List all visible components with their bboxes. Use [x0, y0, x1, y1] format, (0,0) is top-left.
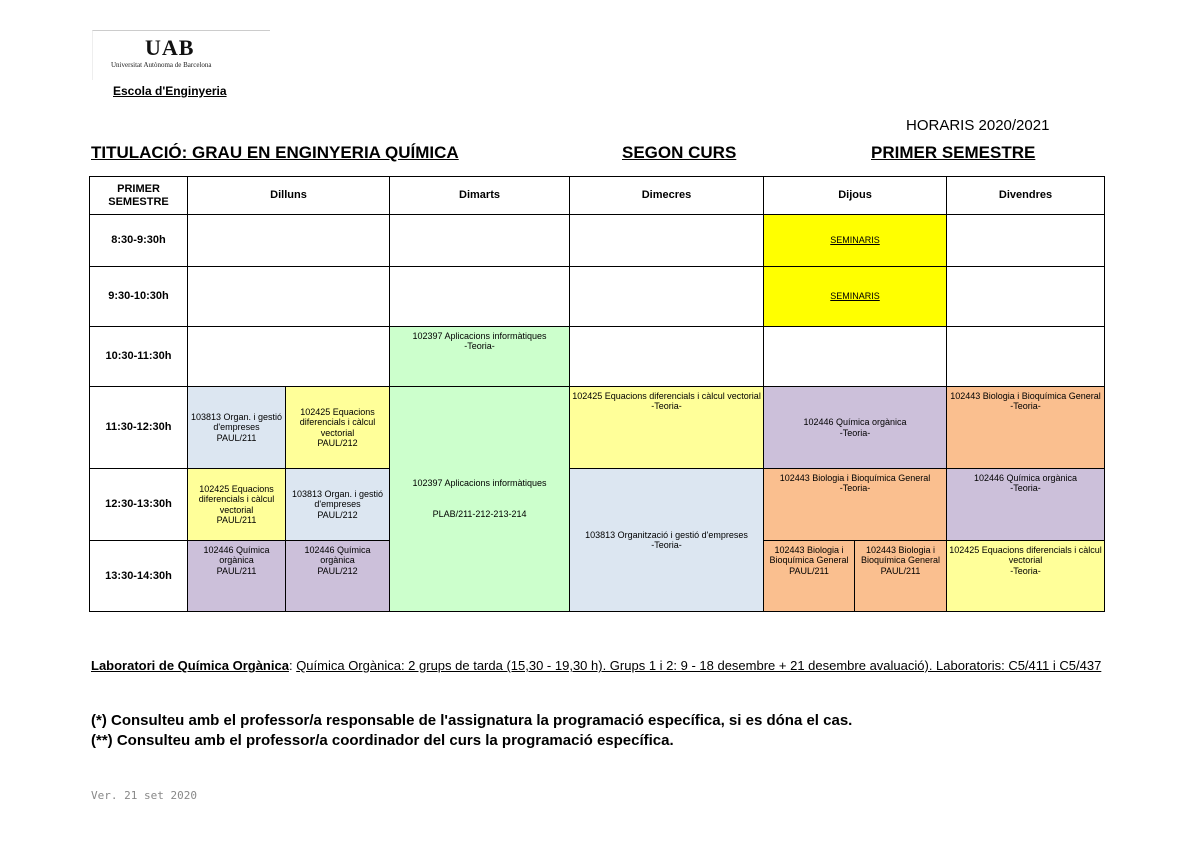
- course-type: -Teoria-: [1010, 565, 1041, 576]
- course-room: PAUL/212: [317, 565, 358, 576]
- empty-cell: [390, 215, 570, 267]
- course-type: -Teoria-: [464, 341, 495, 352]
- empty-cell: [188, 327, 390, 387]
- time-slot: 13:30-14:30h: [90, 541, 188, 612]
- school-name: Escola d'Enginyeria: [113, 84, 227, 98]
- empty-cell: [570, 327, 764, 387]
- time-slot: 9:30-10:30h: [90, 267, 188, 327]
- version-label: Ver. 21 set 2020: [91, 789, 197, 802]
- course-name: 102443 Biologia i Bioquímica General: [950, 391, 1101, 401]
- course-name: 102443 Biologia i Bioquímica General: [769, 545, 849, 566]
- course-name: 102425 Equacions diferencials i càlcul vectorial: [198, 483, 275, 515]
- day-header-dimecres: Dimecres: [570, 177, 764, 215]
- class-cell: [286, 541, 390, 612]
- day-header-divendres: Divendres: [947, 177, 1105, 215]
- seminaris-link[interactable]: SEMINARIS: [830, 235, 880, 246]
- course-name: 102446 Química orgànica: [304, 545, 371, 566]
- day-header-dimarts: Dimarts: [390, 177, 570, 215]
- corner-line2: SEMESTRE: [108, 195, 169, 208]
- empty-cell: [947, 267, 1105, 327]
- course-name: 102425 Equacions diferencials i càlcul vectorial: [299, 406, 376, 438]
- course-name: 102446 Química orgànica: [803, 417, 907, 428]
- course-room: PAUL/211: [216, 514, 257, 525]
- lab-label: Laboratori de Química Orgànica: [91, 658, 289, 673]
- empty-cell: [947, 215, 1105, 267]
- logo-subtitle: Universitat Autònoma de Barcelona: [111, 61, 212, 69]
- seminar-cell: [764, 215, 947, 267]
- course-name: 102443 Biologia i Bioquímica General: [779, 473, 931, 483]
- course-name: 102425 Equacions diferencials i càlcul vectorial: [949, 545, 1102, 566]
- seminar-cell: [764, 267, 947, 327]
- course-name: 102446 Química orgànica: [203, 545, 270, 566]
- course-type: -Teoria-: [651, 401, 682, 412]
- course-room: PLAB/211-212-213-214: [432, 509, 527, 520]
- class-cell: [188, 387, 286, 469]
- course-type: -Teoria-: [839, 427, 871, 438]
- degree-title: TITULACIÓ: GRAU EN ENGINYERIA QUÍMICA: [91, 143, 459, 162]
- day-header-dilluns: Dilluns: [188, 177, 390, 215]
- semester-title: PRIMER SEMESTRE: [871, 143, 1036, 162]
- note-responsible: (*) Consulteu amb el professor/a responsable de l'assignatura la programació específica, si es dóna el cas.: [91, 712, 853, 729]
- course-type: -Teoria-: [1010, 483, 1041, 494]
- class-cell: [764, 541, 855, 612]
- class-cell: [947, 387, 1105, 469]
- class-cell: [570, 387, 764, 469]
- course-room: PAUL/211: [880, 565, 921, 576]
- course-room: PAUL/211: [789, 565, 829, 576]
- course-name: 102425 Equacions diferencials i càlcul vectorial: [572, 391, 761, 401]
- class-cell: [947, 541, 1105, 612]
- lab-colon: :: [288, 658, 297, 673]
- course-room: PAUL/212: [317, 509, 358, 520]
- course-name: 103813 Organització i gestió d'empreses: [585, 529, 748, 540]
- course-name: 103813 Organ. i gestió d'empreses: [291, 488, 384, 510]
- class-cell: [286, 387, 390, 469]
- class-cell: [390, 327, 570, 387]
- horaris-year: HORARIS 2020/2021: [906, 117, 1050, 134]
- class-cell: [286, 469, 390, 541]
- note-coordinator: (**) Consulteu amb el professor/a coordinador del curs la programació específica.: [91, 732, 674, 749]
- class-cell: [570, 469, 764, 612]
- schedule-table: [89, 176, 1105, 612]
- class-cell: [390, 387, 570, 612]
- lab-info: [91, 656, 1121, 675]
- course-name: 102446 Química orgànica: [973, 473, 1078, 483]
- class-cell: [188, 541, 286, 612]
- class-cell: [855, 541, 947, 612]
- lab-text: Química Orgànica: 2 grups de tarda (15,30 - 19,30 h). Grups 1 i 2: 9 - 18 desembre + 21 desembre avaluació). Laboratoris: C5/411 i C5/437: [296, 658, 1102, 673]
- class-cell: [764, 387, 947, 469]
- course-name: 103813 Organ. i gestió d'empreses: [190, 411, 283, 433]
- time-slot: 10:30-11:30h: [90, 327, 188, 387]
- time-slot: 12:30-13:30h: [90, 469, 188, 541]
- course-type: -Teoria-: [839, 483, 871, 494]
- empty-cell: [570, 215, 764, 267]
- course-room: PAUL/212: [317, 437, 358, 448]
- course-type: -Teoria-: [1010, 401, 1041, 412]
- time-slot: 8:30-9:30h: [90, 215, 188, 267]
- class-cell: [947, 469, 1105, 541]
- day-header-dijous: Dijous: [764, 177, 947, 215]
- course-room: PAUL/211: [216, 432, 257, 443]
- empty-cell: [390, 267, 570, 327]
- course-name: 102443 Biologia i Bioquímica General: [860, 545, 941, 566]
- course-name: 102397 Aplicacions informàtiques: [412, 478, 547, 489]
- uab-logo: [92, 30, 270, 80]
- seminaris-link[interactable]: SEMINARIS: [830, 291, 880, 302]
- class-cell: [188, 469, 286, 541]
- time-slot: 11:30-12:30h: [90, 387, 188, 469]
- course-type: -Teoria-: [651, 540, 682, 550]
- empty-cell: [764, 327, 947, 387]
- empty-cell: [188, 267, 390, 327]
- empty-cell: [570, 267, 764, 327]
- empty-cell: [188, 215, 390, 267]
- course-name: 102397 Aplicacions informàtiques: [412, 331, 547, 341]
- corner-line1: PRIMER: [117, 182, 160, 195]
- logo-mark: UAB: [145, 35, 195, 60]
- course-room: PAUL/211: [216, 565, 257, 576]
- course-year: SEGON CURS: [622, 143, 737, 162]
- empty-cell: [947, 327, 1105, 387]
- class-cell: [764, 469, 947, 541]
- corner-header: [90, 177, 188, 215]
